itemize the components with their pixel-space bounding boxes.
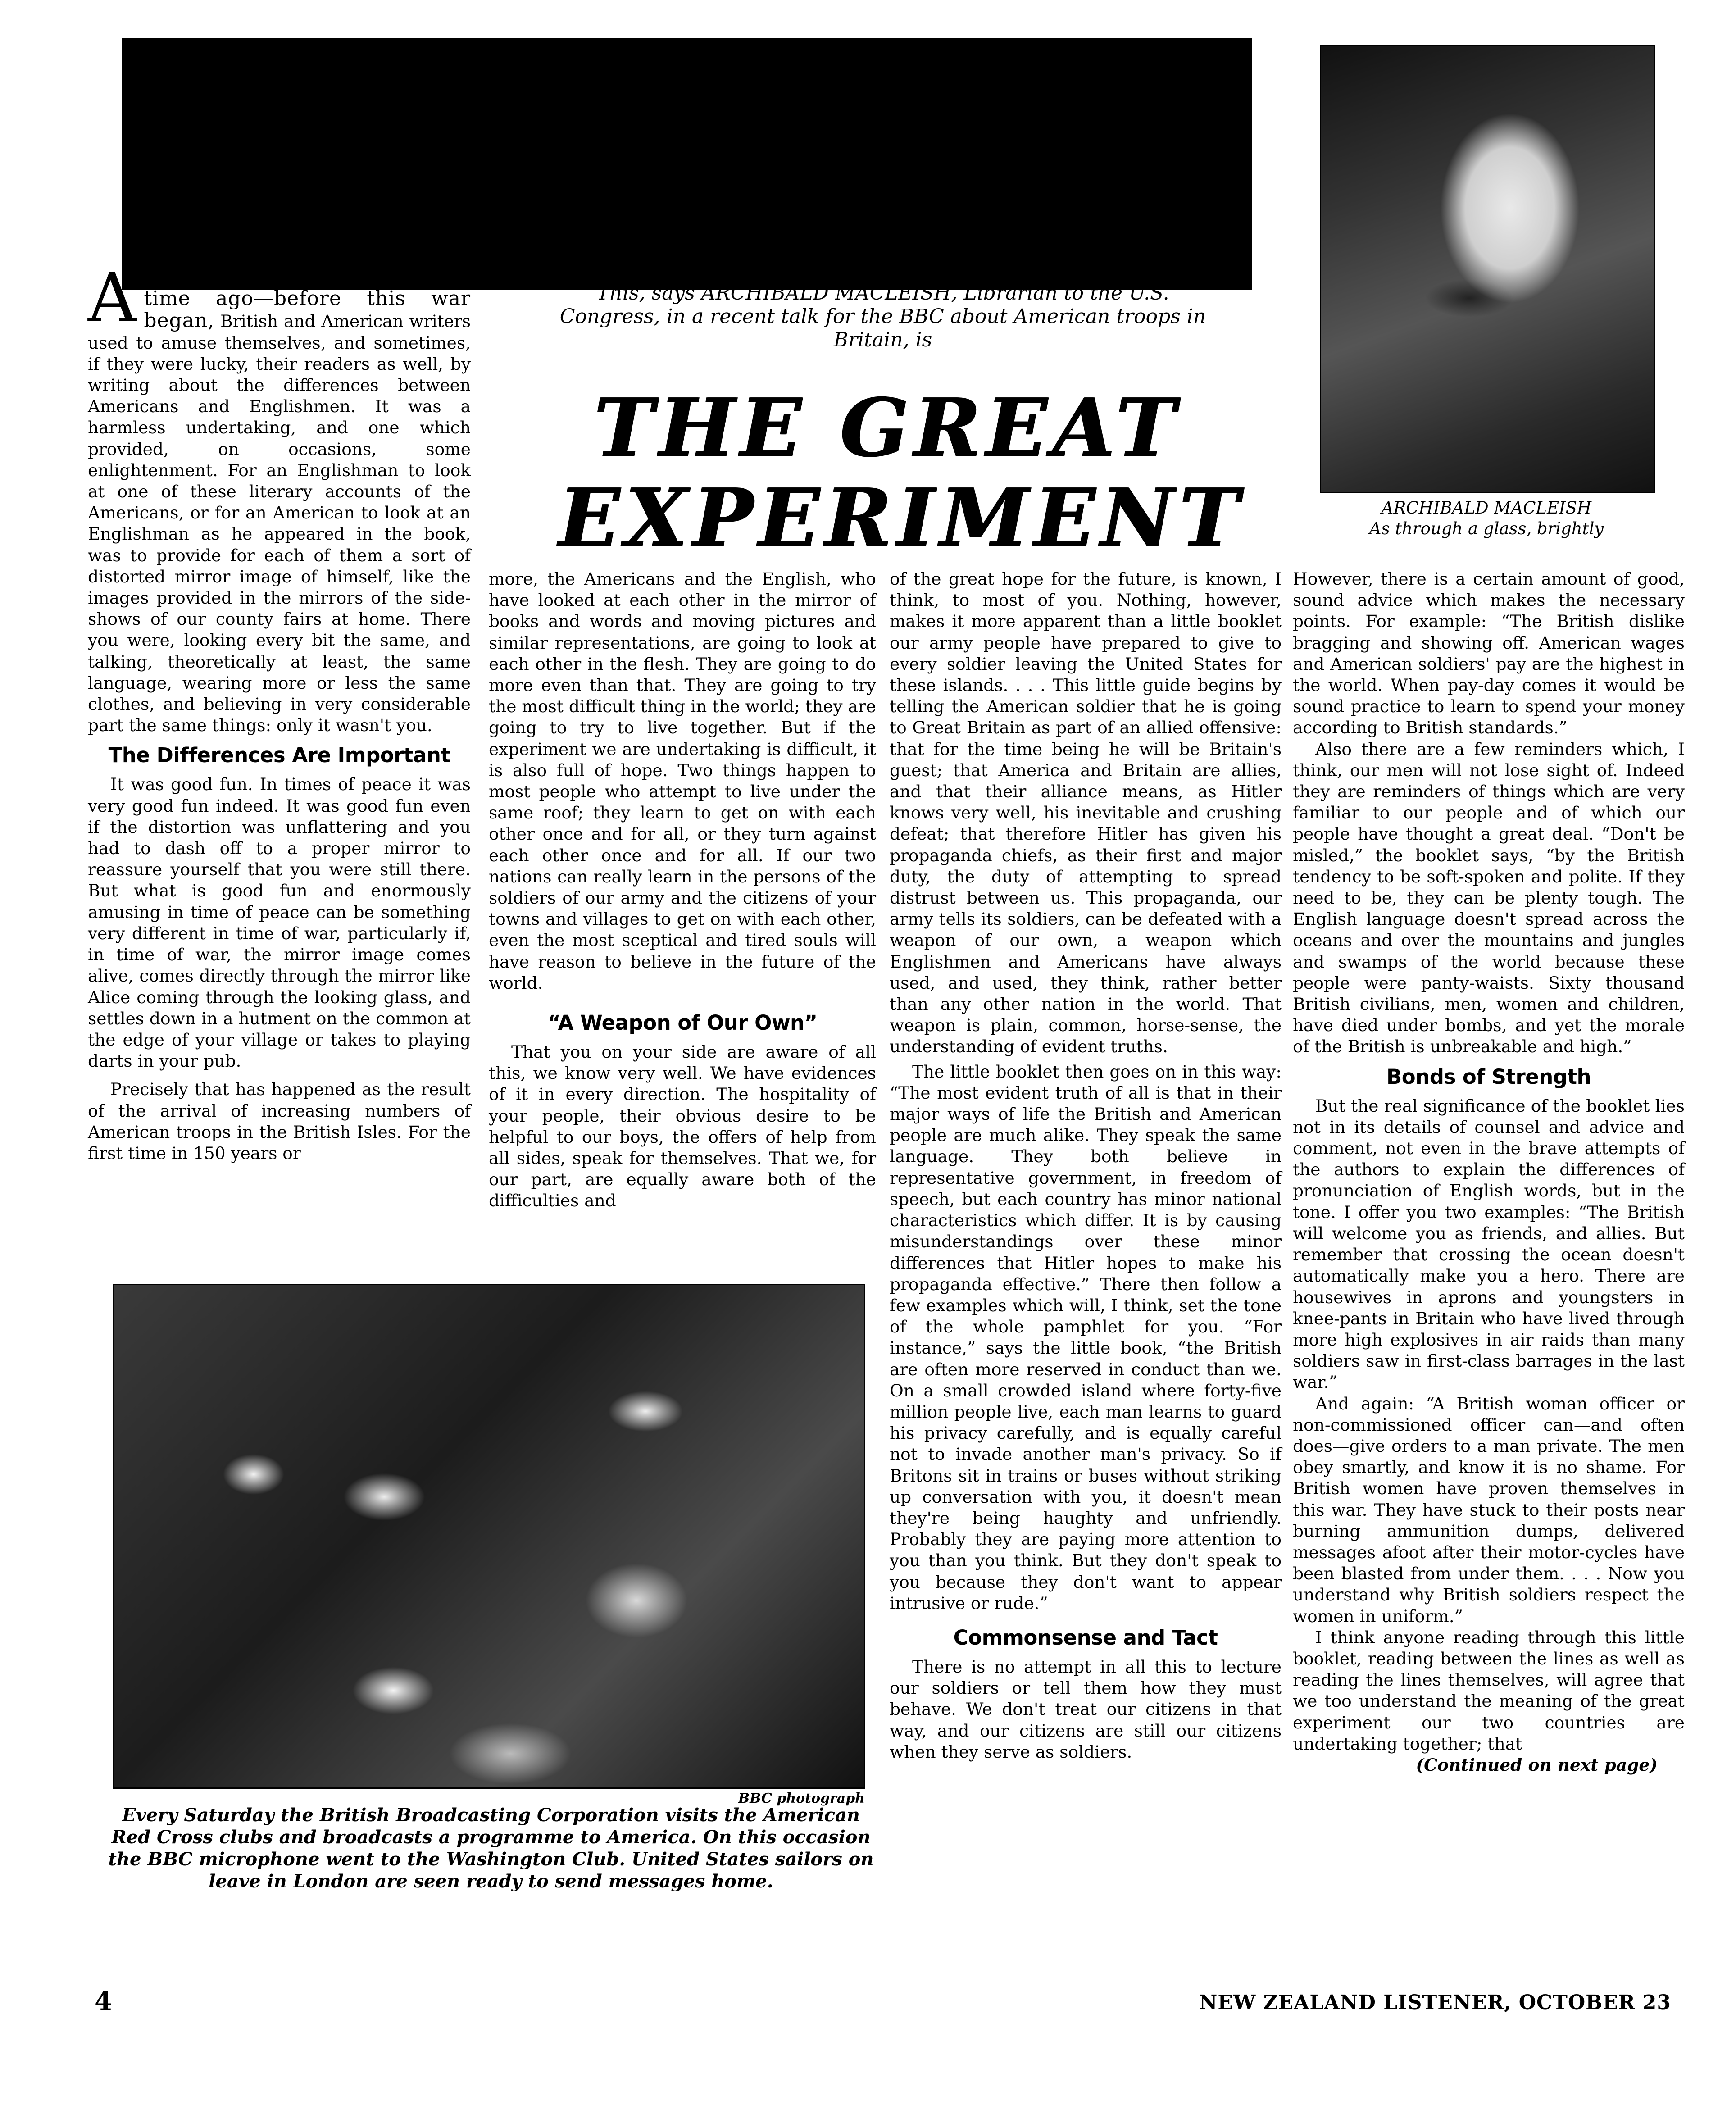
lead-paragraph bbox=[88, 259, 471, 736]
portrait-caption bbox=[1315, 498, 1658, 539]
subheading-differences: The Differences Are Important bbox=[108, 743, 450, 768]
paragraph: However, there is a certain amount of good, sound advice which makes the necessary points. For example: “The British dislike bragging and showing off. American wages and American soldiers' pay are the highest in the world. When pay-day comes it would be sound practice to learn to spend your money according to British standards.” bbox=[1293, 569, 1685, 738]
continued-note: (Continued on next page) bbox=[1416, 1755, 1658, 1775]
subheading-weapon: “A Weapon of Our Own” bbox=[547, 1011, 818, 1035]
paragraph: That you on your side are aware of all this, we know very well. We have evidences of it in every direction. The hospitality of your people, their obvious desire to be helpful to our boys, the offers of help from all sides, speak for themselves. That we, for our part, are equally aware both of the difficulties and bbox=[489, 1042, 876, 1211]
subheading-bonds: Bonds of Strength bbox=[1386, 1064, 1591, 1089]
article-column-1 bbox=[88, 259, 471, 1164]
pull-quote-rule bbox=[122, 76, 1252, 78]
article-column-3 bbox=[890, 568, 1282, 1763]
article-headline bbox=[559, 381, 1245, 565]
drop-cap: A bbox=[88, 259, 137, 337]
article-column-4 bbox=[1293, 568, 1685, 1776]
paragraph-text: British and American writers used to amuse themselves, and sometimes, if they were lucky, their readers as well, by writing about the differences between Americans and Englishmen. It was a harmless undertaking, and one which provided, on occasions, some enlightenment. For an Englishman to look at one of these literary accounts of the Americans, or for an American to look at an Englishman as he appeared in the book, was to provide for each of them a sort of distorted mirror image of himself, like the images provided in the mirrors of the side-shows of our county fairs at home. There you were, looking every bit the same, and talking, theoretically at least, the same language, wearing more or less the same clothes, and believing in very considerable part the same things: only it wasn't you. bbox=[88, 311, 471, 736]
sailors-photo bbox=[113, 1284, 865, 1789]
paragraph: of the great hope for the future, is known, I think, to most of you. Nothing, however, makes it more apparent than a little booklet our army people have prepared to give to every soldier leaving the United States for these islands. . . . This little guide begins by telling the American soldier that he is going to Great Britain as part of an allied offensive: that for the time being he will be Britain's guest; that America and Britain are allies, and that their alliance means, as Hitler knows very well, his inevitable and crushing defeat; that therefore Hitler has given his propaganda chiefs, as their first and major duty, the duty of attempting to spread distrust between us. This propaganda, our army tells its soldiers, can be defeated with a weapon of our own, a weapon which Englishmen and Americans have always used, and used, they think, rather better than any other nation in the world. That weapon is plain, common, horse-sense, the understanding of evident truths. bbox=[890, 569, 1282, 1057]
pull-quote-rule bbox=[122, 159, 1252, 162]
lead-text: LONG time ago—a very long time ago—before this war began, bbox=[144, 265, 471, 332]
paragraph: I think anyone reading through this little booklet, reading between the lines as well as reading the lines themselves, will agree that we too understand the meaning of the great experiment our two countries are undertaking together; that bbox=[1293, 1627, 1685, 1754]
paragraph: more, the Americans and the English, who have looked at each other in the mirror of books and words and moving pictures and similar representations, are going to look at each other in the flesh. They are going to do more even than that. They are going to try the most difficult thing in the world; they are going to try to live together. But if the experiment we are undertaking is difficult, it is also full of hope. Two things happen to most people who attempt to live under the same roof; they learn to get on with each other once and for all, or they turn against each other once and for all. If our two nations can really learn in the persons of the soldiers of our army and the citizens of your towns and villages to get on with each other, even the most sceptical and tired souls will have reason to believe in the future of the world. bbox=[489, 569, 876, 993]
pull-quote-rule bbox=[122, 201, 1252, 204]
subheading-commonsense: Commonsense and Tact bbox=[953, 1625, 1218, 1650]
paragraph: And again: “A British woman officer or non-commissioned officer can—and often does—give orders to a man private. The men obey smartly, and know it is no shame. For British women have proven themselves in this war. They have stuck to their posts near burning ammunition dumps, delivered messages afoot after their motor-cycles have been blasted from under them. . . . Now you understand why British soldiers respect the women in uniform.” bbox=[1293, 1393, 1685, 1626]
headline-line-1: THE GREAT bbox=[594, 381, 1181, 475]
photo-credit: BBC photograph bbox=[738, 1791, 865, 1806]
portrait-name: ARCHIBALD MACLEISH bbox=[1381, 498, 1592, 518]
article-intro: This, says ARCHIBALD MACLEISH, Librarian to the U.S. Congress, in a recent talk for the BBC about American troops in Britain, is bbox=[559, 282, 1206, 351]
paragraph: Precisely that has happened as the result of the arrival of increasing numbers of American troops in the British Isles. For the first time in 150 years or bbox=[88, 1079, 471, 1163]
pull-quote-rule bbox=[270, 243, 1104, 246]
headline-line-2: EXPERIMENT bbox=[559, 471, 1245, 565]
article-column-2 bbox=[489, 568, 876, 1212]
portrait-tagline: As through a glass, brightly bbox=[1369, 519, 1604, 538]
paragraph: There is no attempt in all this to lecture our soldiers or tell them how they must behave. We don't treat our citizens in that way, and our citizens are still our citizens when they serve as soldiers. bbox=[890, 1656, 1282, 1762]
page-number: 4 bbox=[95, 1987, 112, 2016]
photo-caption: Every Saturday the British Broadcasting Corporation visits the American Red Cross clubs and broadcasts a programme to America. On this occasion the BBC microphone went to the Washington Club. United States sailors on leave in London are seen ready to send messages home. bbox=[108, 1805, 874, 1892]
publication-footer: NEW ZEALAND LISTENER, OCTOBER 23 bbox=[1199, 1991, 1671, 2014]
pull-quote-rule bbox=[122, 118, 1252, 120]
paragraph: It was good fun. In times of peace it was very good fun indeed. It was good fun even if the distortion was unflattering and you had to dash off to a proper mirror to reassure yourself that you were still there. But what is good fun and enormously amusing in time of peace can be something very different in time of war, particularly if, in time of war, the mirror image comes alive, comes directly through the mirror like Alice coming through the looking glass, and settles down in a hutment on the common at the edge of your village or takes to playing darts in your pub. bbox=[88, 774, 471, 1071]
portrait-photo bbox=[1320, 45, 1655, 493]
paragraph: But the real significance of the booklet lies not in its details of counsel and advice and comment, not even in the brave attempts of the authors to explain the differences of pronunciation of English words, but in the tone. I offer you two examples: “The British will welcome you as friends, and allies. But remember that crossing the ocean doesn't automatically make you a hero. There are housewives in aprons and youngsters in knee-pants in Britain who have lived through more high explosives in air raids than many soldiers saw in first-class barrages in the last war.” bbox=[1293, 1096, 1685, 1392]
pull-quote-text: “Two things happen to most people who attempt to live under the same roof; they learn to get on with each other once and for all, or they turn against each other once and for all. If our two nations can really learn in the persons of the soldiers of our army and the citizens of your towns and villages to get on with each other, even the most sceptical and tired souls will have reason to believe in the future of the world.” bbox=[122, 44, 1252, 283]
paragraph: The little booklet then goes on in this way: “The most evident truth of all is that in their major ways of life the British and American people are much alike. They speak the same language. They both believe in representative government, in freedom of speech, but each country has minor national characteristics which differ. It is by causing misunderstandings over these minor differences that Hitler hopes to make his propaganda effective.” There then follow a few examples which will, I think, set the tone of the whole pamphlet for you. “For instance,” says the little book, “the British are often more reserved in conduct than we. On a small crowded island where forty-five million people live, each man learns to guard his privacy carefully, and is equally careful not to invade another man's privacy. So if Britons sit in trains or buses without striking up conversation with you, it doesn't mean they're being haughty and unfriendly. Probably they are paying more attention to you than you think. But they don't speak to you because they don't want to appear intrusive or rude.” bbox=[890, 1061, 1282, 1613]
paragraph: Also there are a few reminders which, I think, our men will not lose sight of. Indeed they are reminders of things which are very familiar to our people and of which our people have thought a great deal. “Don't be misled,” the booklet says, “by the British tendency to be soft-spoken and polite. If they need to be, they can be plenty tough. The English language doesn't spread across the oceans and over the mountains and jungles and swamps of the world because these people were panty-waists. Sixty thousand British civilians, men, women and children, have died under bombs, and yet the morale of the British is unbreakable and high.” bbox=[1293, 739, 1685, 1057]
